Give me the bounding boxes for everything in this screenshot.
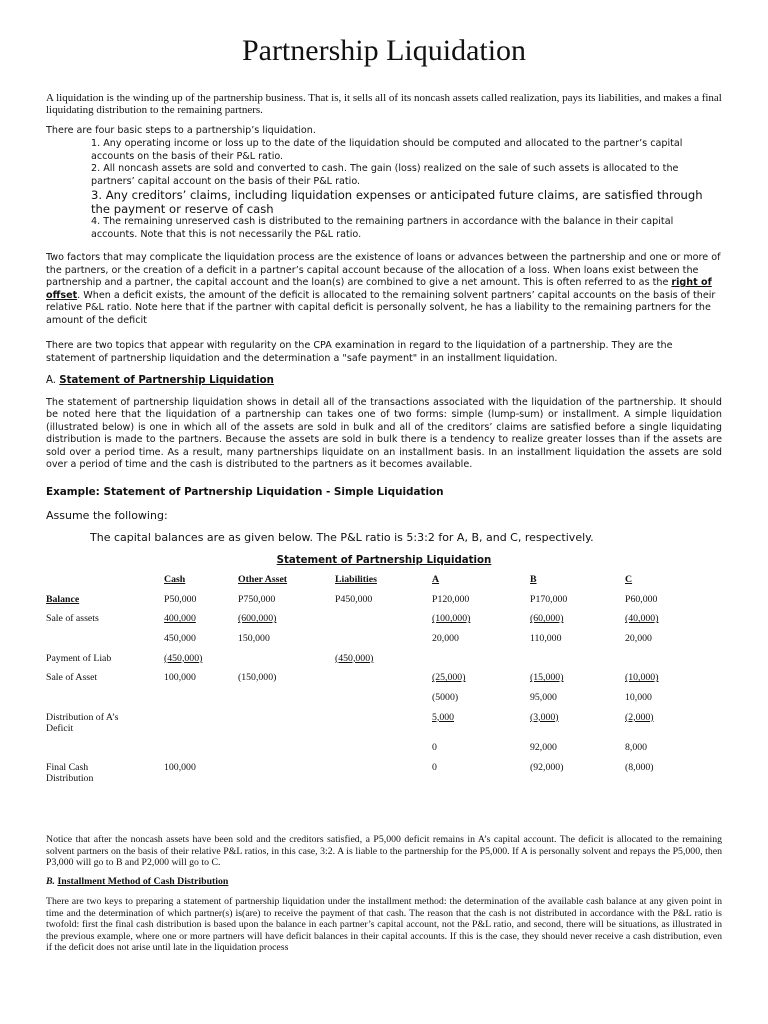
table-cell: 150,000 <box>238 633 270 645</box>
intro-paragraph: A liquidation is the winding up of the partnership business. That is, it sells all of its noncash assets called realization, pays its liabilities, and makes a final liquidating distribution to the remaining partners. <box>46 92 722 116</box>
table-cell: 0 <box>432 741 437 753</box>
step-item: 1. Any operating income or loss up to the date of the liquidation should be computed and allocated to the partner’s capital accounts on the basis of their P&L ratio. <box>91 138 683 162</box>
table-cell: 400,000 <box>164 613 196 625</box>
table-cell: (25,000) <box>432 672 466 684</box>
table-cell: P450,000 <box>335 593 373 605</box>
table-cell: (150,000) <box>238 672 277 684</box>
table-row <box>46 613 685 633</box>
row-label: Sale of assets <box>46 613 99 625</box>
right-of-offset-term: right of offset <box>46 277 712 301</box>
table-cell: 450,000 <box>164 633 196 645</box>
table-cell: 20,000 <box>625 633 652 645</box>
table-cell: (60,000) <box>530 613 564 625</box>
table-header-cell: B <box>530 574 537 585</box>
table-cell <box>625 653 685 673</box>
row-label <box>46 633 164 653</box>
table-cell <box>238 712 335 742</box>
table-cell: 110,000 <box>530 633 562 645</box>
table-cell <box>335 613 432 633</box>
row-label: Payment of Liab <box>46 652 112 664</box>
row-label <box>46 742 164 762</box>
row-label: Distribution of A’s Deficit <box>46 711 119 734</box>
table-cell: (92,000) <box>530 761 564 773</box>
notice-paragraph: Notice that after the noncash assets have been sold and the creditors satisfied, a P5,000 deficit remains in A’s capital account. The deficit is allocated to the remaining solvent partners on the basis of their relative P&L ratios, in this case, 3:2. A is liable to the partnership for the P5,000. If A is personally solvent and repays the P5,000, then P3,000 will go to B and P2,000 will go to C. <box>46 834 722 869</box>
table-row <box>46 653 685 673</box>
two-factors-paragraph: Two factors that may complicate the liquidation process are the existence of loans or advances between the partnership and one or more of the partners, or the creation of a deficit in a partner’s capital account because of the allocation of a loss. When loans exist between the partnership and a partner, the capital account and the loan(s) are combined to give a net amount. This is often referred to as the right of offset. When a deficit exists, the amount of the deficit is allocated to the remaining solvent partners’ capital accounts on the basis of their relative P&L ratio. Note here that if the partner with capital deficit is personally solvent, he has a liability to the remaining partners for the amount of the deficit <box>46 252 721 326</box>
liquidation-table <box>46 574 685 792</box>
table-row <box>46 762 685 792</box>
table-row <box>46 742 685 762</box>
step-item: 3. Any creditors’ claims, including liquidation expenses or anticipated future claims, are satisfied through the payment or reserve of cash <box>91 188 703 217</box>
table-cell: 92,000 <box>530 741 557 753</box>
row-label: Sale of Asset <box>46 672 98 684</box>
table-cell <box>164 712 238 742</box>
step-item: 4. The remaining unreserved cash is distributed to the remaining partners in accordance with the balance in their capital accounts. Note that this is not necessarily the P&L ratio. <box>91 216 674 240</box>
table-cell <box>335 742 432 762</box>
table-header-cell: Other Asset <box>238 574 288 585</box>
steps-intro: There are four basic steps to a partnership’s liquidation. <box>46 125 316 136</box>
table-cell: (3,000) <box>530 711 559 723</box>
table-cell: (100,000) <box>432 613 471 625</box>
table-cell <box>335 672 432 692</box>
assume-line: Assume the following: <box>46 509 168 522</box>
table-row <box>46 594 685 614</box>
table-cell: 10,000 <box>625 692 652 704</box>
table-cell: P170,000 <box>530 593 568 605</box>
table-cell: 5,000 <box>432 711 455 723</box>
table-cell: (8,000) <box>625 761 654 773</box>
table-cell <box>335 712 432 742</box>
table-cell: (40,000) <box>625 613 659 625</box>
table-cell: (15,000) <box>530 672 564 684</box>
table-cell: (2,000) <box>625 711 654 723</box>
table-header-cell <box>46 574 164 594</box>
table-cell: (450,000) <box>335 652 374 664</box>
table-cell: 8,000 <box>625 741 648 753</box>
table-cell: (600,000) <box>238 613 277 625</box>
table-cell <box>335 633 432 653</box>
table-body <box>46 594 685 792</box>
table-cell <box>164 692 238 712</box>
table-row <box>46 672 685 692</box>
capital-balances-line: The capital balances are as given below. The P&L ratio is 5:3:2 for A, B, and C, respectively. <box>90 531 594 544</box>
row-label <box>46 692 164 712</box>
section-a-body: The statement of partnership liquidation shows in detail all of the transactions associated with the liquidation of the partnership. It should be noted here that the liquidation of a partnership can takes one of two forms: simple (lump-sum) or installment. A simple liquidation (illustrated below) is one in which all of the assets are sold in bulk and all of the creditors’ claims are satisfied before a single liquidating distribution is made to the partners. Because the assets are sold in bulk there is a tendency to realize greater losses than if the assets are sold over a period time. As a result, many partnerships liquidate on an installment basis. In an installment liquidation the assets are sold over a period of time and the cash is distributed to the partners as it becomes available. <box>46 397 722 471</box>
table-cell <box>238 742 335 762</box>
table-cell <box>530 653 625 673</box>
table-row <box>46 712 685 742</box>
table-row <box>46 633 685 653</box>
table-header-cell: C <box>625 574 633 585</box>
table-cell: 100,000 <box>164 672 196 684</box>
table-cell: 100,000 <box>164 761 196 773</box>
table-cell: (5000) <box>432 692 459 704</box>
table-cell: 95,000 <box>530 692 557 704</box>
table-cell <box>164 742 238 762</box>
table-cell: P50,000 <box>164 593 197 605</box>
page-title: Partnership Liquidation <box>241 34 527 67</box>
table-cell: P750,000 <box>238 593 276 605</box>
example-heading: Example: Statement of Partnership Liquidation - Simple Liquidation <box>46 486 444 498</box>
section-a-heading: A. Statement of Partnership Liquidation <box>46 375 274 386</box>
table-header-cell: Cash <box>164 574 186 585</box>
table-cell: 0 <box>432 761 437 773</box>
table-cell: (450,000) <box>164 652 203 664</box>
row-label: Final Cash Distribution <box>46 761 94 784</box>
table-cell <box>335 692 432 712</box>
step-item: 2. All noncash assets are sold and converted to cash. The gain (loss) realized on the sale of such assets is allocated to the partners’ capital account on the basis of their P&L ratio. <box>91 163 679 187</box>
section-b-body: There are two keys to preparing a statement of partnership liquidation under the installment method: the determination of the available cash balance at any given point in time and the determination of which partner(s) is(are) to receive the payment of that cash. The reason that the cash is not distributed in accordance with the P&L ratio is twofold: first the final cash distribution is based upon the balance in each partner’s capital account, not the P&L ratio, and second, there will be situations, as illustrated in the previous example, where one or more partners will have deficit balances in their capital accounts. If this is the case, they should never receive a cash distribution, even if the deficit does not arise until late in the liquidation process <box>46 896 722 954</box>
table-cell <box>238 653 335 673</box>
table-cell <box>238 762 335 792</box>
table-title: Statement of Partnership Liquidation <box>276 555 492 566</box>
table-cell <box>238 692 335 712</box>
row-label: Balance <box>46 593 80 605</box>
two-topics-paragraph: There are two topics that appear with regularity on the CPA examination in regard to the liquidation of a partnership. They are the statement of partnership liquidation and the determination a "safe payment" in an installment liquidation. <box>46 340 673 364</box>
section-b-heading: B. Installment Method of Cash Distribution <box>46 876 229 887</box>
steps-list <box>46 138 722 242</box>
table-cell: P60,000 <box>625 593 658 605</box>
table-row <box>46 692 685 712</box>
table-cell <box>335 762 432 792</box>
table-header-cell: A <box>432 574 440 585</box>
table-cell: 20,000 <box>432 633 459 645</box>
table-header-cell: Liabilities <box>335 574 377 585</box>
table-cell: P120,000 <box>432 593 470 605</box>
table-cell <box>432 653 530 673</box>
table-cell: (10,000) <box>625 672 659 684</box>
